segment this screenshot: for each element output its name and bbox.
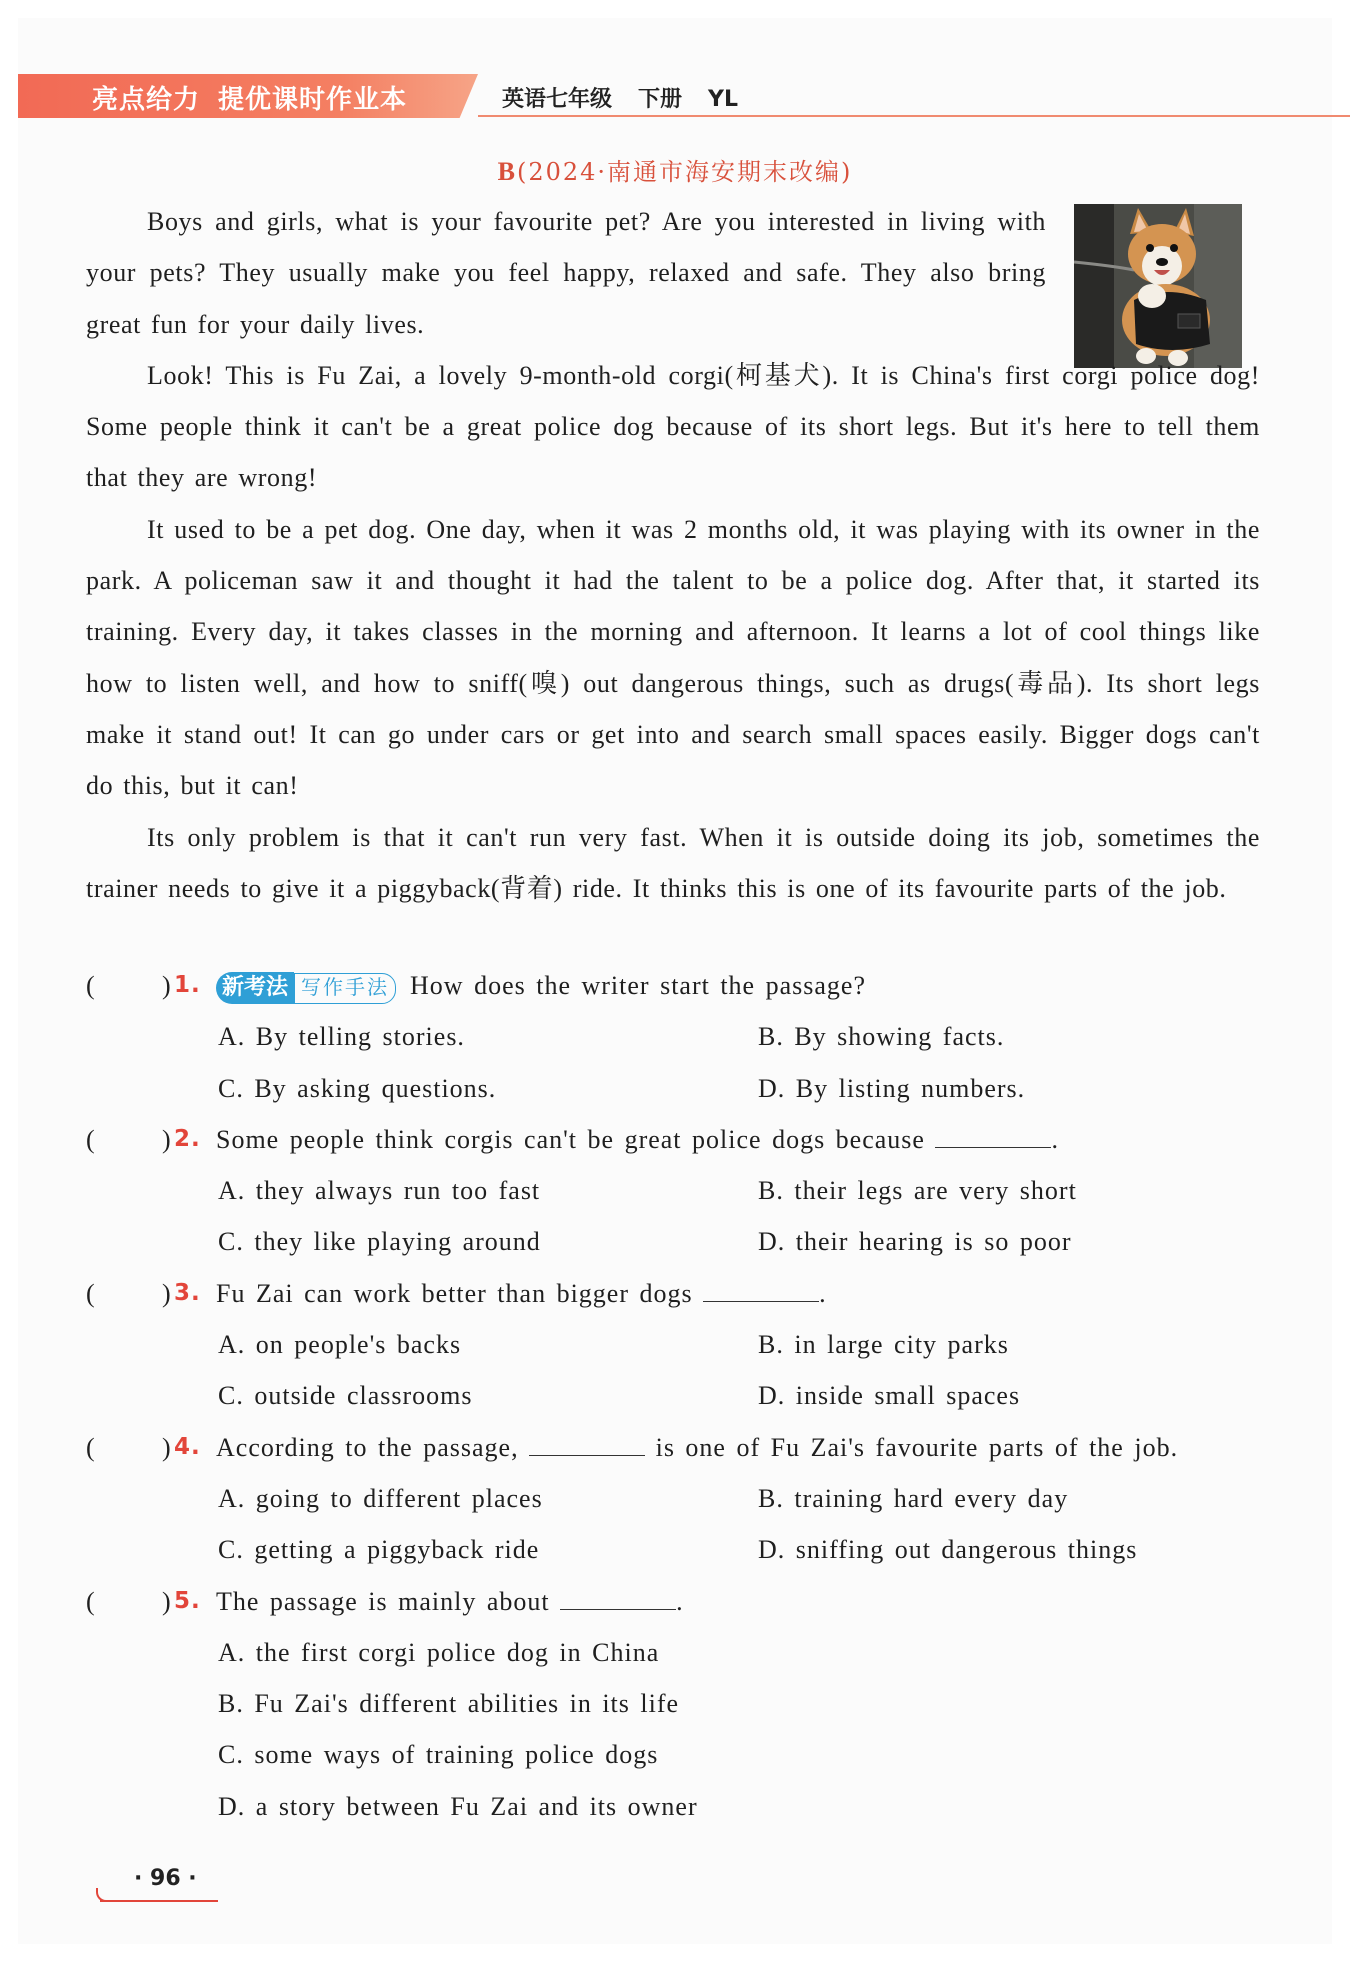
option-b[interactable]: B. their legs are very short (758, 1176, 1077, 1206)
option-row (86, 1473, 1266, 1524)
page-number: · 96 · (134, 1866, 197, 1891)
question-number: 5. (174, 1587, 201, 1614)
answer-paren-right: ) (162, 971, 172, 1000)
question-5 (86, 1576, 1266, 1627)
answer-paren-left: ( (86, 1432, 96, 1462)
series-name: 提优课时作业本 (218, 85, 408, 115)
question-text-end: . (819, 1278, 827, 1308)
option-row (86, 1216, 1266, 1267)
volume-label: 下册 (638, 87, 683, 112)
page-footer (96, 1866, 226, 1906)
page-header (18, 74, 1330, 120)
option-row (86, 1319, 1266, 1370)
question-stem (216, 1114, 1059, 1165)
option-a[interactable]: A. going to different places (218, 1483, 543, 1513)
skill-tag: 写作手法 (294, 973, 396, 1004)
option-c[interactable]: C. getting a piggyback ride (218, 1535, 540, 1565)
option-c[interactable]: C. By asking questions. (218, 1073, 497, 1103)
option-row (86, 1011, 1266, 1062)
option-row (86, 1063, 1266, 1114)
edition-label: YL (708, 87, 738, 112)
answer-paren-right: ) (162, 1586, 172, 1616)
option-d[interactable]: D. their hearing is so poor (758, 1227, 1072, 1257)
option-row (86, 1627, 1266, 1678)
option-d[interactable]: D. inside small spaces (758, 1381, 1021, 1411)
answer-paren-right: ) (162, 1278, 172, 1308)
question-text: Fu Zai can work better than bigger dogs (216, 1278, 693, 1308)
answer-paren-right: ) (162, 1124, 172, 1154)
question-text-end: . (676, 1586, 684, 1616)
option-row (86, 1165, 1266, 1216)
option-row (86, 1524, 1266, 1575)
question-text: How does the writer start the passage? (410, 971, 866, 1000)
section-source: (2024·南通市海安期末改编) (516, 158, 853, 186)
header-brand (92, 79, 407, 113)
answer-blank[interactable] (703, 1281, 819, 1302)
section-letter: B (497, 157, 517, 186)
question-3 (86, 1268, 1266, 1319)
subject-label: 英语七年级 (502, 87, 613, 112)
option-a[interactable]: A. the first corgi police dog in China (218, 1637, 660, 1667)
passage-paragraph-3: It used to be a pet dog. One day, when it was 2 months old, it was playing with its owner in the park. A policeman saw it and thought it had the talent to be a police dog. After that, it started its training. Every day, it takes classes in the morning and afternoon. It learns a lot of cool things like how to listen well, and how to sniff(嗅) out dangerous things, such as drugs(毒品). Its short legs make it stand out! It can go under cars or get into and search small spaces easily. Bigger dogs can't do this, but it can! (86, 514, 1260, 801)
option-b[interactable]: B. Fu Zai's different abilities in its life (218, 1689, 680, 1719)
footer-rule (100, 1900, 218, 1902)
answer-paren-left: ( (86, 1586, 96, 1616)
question-number: 2. (174, 1125, 201, 1152)
question-list (86, 960, 1266, 1832)
header-subject (502, 82, 764, 113)
option-row (86, 1370, 1266, 1421)
answer-paren-left: ( (86, 1278, 96, 1308)
answer-paren-left: ( (86, 1124, 96, 1154)
option-row (86, 1678, 1266, 1729)
question-number: 4. (174, 1433, 201, 1460)
answer-blank[interactable] (560, 1589, 676, 1610)
question-number: 1. (174, 972, 201, 998)
option-c[interactable]: C. outside classrooms (218, 1381, 473, 1411)
option-a[interactable]: A. By telling stories. (218, 1022, 465, 1052)
option-a[interactable]: A. they always run too fast (218, 1176, 541, 1206)
question-text: The passage is mainly about (216, 1586, 550, 1616)
option-row (86, 1781, 1266, 1832)
question-4 (86, 1422, 1266, 1473)
passage-paragraph-2: Look! This is Fu Zai, a lovely 9-month-old corgi(柯基犬). It is China's first corgi police dog! Some people think it can't be a great police dog because of its short legs. But it's here to tell them that they are wrong! (86, 360, 1260, 493)
answer-paren-right: ) (162, 1432, 172, 1462)
header-rule (478, 115, 1350, 117)
option-b[interactable]: B. training hard every day (758, 1483, 1069, 1513)
option-d[interactable]: D. By listing numbers. (758, 1073, 1026, 1103)
option-row (86, 1729, 1266, 1780)
question-stem (216, 1576, 684, 1627)
question-stem (216, 960, 866, 1011)
question-stem (216, 1422, 1178, 1473)
option-b[interactable]: B. By showing facts. (758, 1022, 1005, 1052)
passage-paragraph-1: Boys and girls, what is your favourite pet? Are you interested in living with your pets? They usually make you feel happy, relaxed and safe. They also bring great fun for your daily lives. (86, 207, 1046, 339)
brand-name: 亮点给力 (92, 85, 201, 115)
answer-blank[interactable] (935, 1127, 1051, 1148)
question-text: According to the passage, (216, 1432, 519, 1462)
option-c[interactable]: C. they like playing around (218, 1227, 541, 1257)
question-text-end: . (1051, 1124, 1059, 1154)
new-exam-tag: 新考法 (216, 972, 294, 1004)
question-1 (86, 960, 1266, 1011)
question-2 (86, 1114, 1266, 1165)
question-number: 3. (174, 1279, 201, 1306)
option-d[interactable]: D. sniffing out dangerous things (758, 1535, 1138, 1565)
passage-paragraph-4: Its only problem is that it can't run very fast. When it is outside doing its job, sometimes the trainer needs to give it a piggyback(背着) ride. It thinks this is one of its favourite parts of the job. (86, 822, 1260, 903)
question-text: Some people think corgis can't be great police dogs because (216, 1124, 925, 1154)
option-a[interactable]: A. on people's backs (218, 1330, 462, 1360)
option-d[interactable]: D. a story between Fu Zai and its owner (218, 1791, 698, 1821)
option-b[interactable]: B. in large city parks (758, 1330, 1009, 1360)
answer-paren-left: ( (86, 971, 96, 1000)
reading-passage (86, 196, 1260, 914)
answer-blank[interactable] (529, 1435, 645, 1456)
question-text-end: is one of Fu Zai's favourite parts of the job. (655, 1432, 1179, 1462)
section-title (0, 152, 1350, 187)
question-stem (216, 1268, 827, 1319)
option-c[interactable]: C. some ways of training police dogs (218, 1740, 659, 1770)
